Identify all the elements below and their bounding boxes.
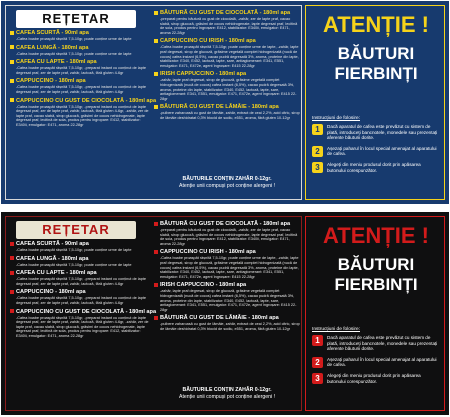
step-number: 1 xyxy=(312,335,323,346)
warning-title: ATENȚIE ! xyxy=(323,223,429,248)
sugar-title: BĂUTURILE CONȚIN ZAHĂR 0-12gr. xyxy=(182,176,272,182)
warning-title: ATENȚIE ! xyxy=(323,12,429,37)
list-item: BĂUTURĂ CU GUST DE CIOCOLATĂ - 180ml apa -preparat pentru băutură cu gust de ciocolată, -zahăr, zer de lapte praf, cacao slabă, sirop glucoză, grăsimi de cocos nehidrogenate, lapte degresat praf, lecitină de soia, produs pentru îngroșare: E412, stabilizator: E340ii, emulgator: E471, aroma 22-28gr xyxy=(154,221,300,246)
instructions-heading: Instrucțiuni de folosire: xyxy=(312,327,360,332)
allergen-note: Atenție unii compuși pot conține alergeni ! xyxy=(178,394,276,400)
list-item: BĂUTURĂ CU GUST DE LĂMÂIE - 180ml apa -pulbere zaharoasă cu gust de lămâie, zahăr, extract de ceai 2,2%, acid citric, sirop de lămâie deshidratat 0,3% biocid de sodiu, e551, aroma, fără gluten 10-12gr xyxy=(154,315,300,331)
sugar-note xyxy=(154,176,300,190)
bullet-icon xyxy=(10,79,14,83)
bullet-icon xyxy=(154,222,158,226)
list-item: IRISH CAPPUCCINO - 180ml apa -zahăr, lapte praf degresat, sirop de glucoză, grăsime vegetală complet hidrogenizată (nucă de cocos) cafea instant (6,5%), cacao pudră degresată 3%, aroma, proteine din lapte, stabilizator: E340, E452, lactoză, lapte, sare, antiaglomerant: E341, E551, emulgator: E471, E472e, agent îngroșare: E415 22-28gr xyxy=(154,71,300,101)
bullet-icon xyxy=(154,283,158,287)
step-number: 1 xyxy=(312,124,323,135)
instruction-step: 2 Așezați paharul în locul special amenajat al aparatului de cafea. xyxy=(312,146,440,157)
retetar-tag: REȚETAR xyxy=(16,221,136,239)
instruction-step: 1 Dacă aparatul de cafea este prevăzut cu sistem de plată, introduceți bancnotele, monedele sau prezentați aferente băuturii dorite. xyxy=(312,335,440,352)
step-number: 3 xyxy=(312,162,323,173)
instructions xyxy=(312,327,440,389)
list-item: CAFEA CU LAPTE - 180ml apa -Cafea boabe proaspăt râșnită 7,5-10gr, -preparat instant cu conținut de lapte degresat praf, zer de lapte praf, zahăr, lactoză, fără gluten 4-6gr xyxy=(10,270,150,286)
bullet-icon xyxy=(10,256,14,260)
recipe-box xyxy=(5,216,302,411)
retetar-tag: REȚETAR xyxy=(16,10,136,28)
hot-drinks-title: BĂUTURI FIERBINȚI xyxy=(334,255,418,294)
instructions-heading: Instrucțiuni de folosire: xyxy=(312,116,360,121)
step-number: 2 xyxy=(312,357,323,368)
list-item: CAPPUCCINO CU IRISH - 180ml apa -Cafea boabe proaspăt râșnită 7,5-10gr, poate conține urme de lapte, -zahăr, lapte praf degresat, sirop de glucoză, grăsime vegetală complet hidrogenizată (nucă de cocos) cafea instant (6,5%), cacao pudră degresată 3%, aroma, proteine din lapte, stabilizator: E340, E452, lactoză, lapte, sare, antiaglomerant: E341, E551, emulgator: E471, E472e, agent îngroșare: E415 22-28gr xyxy=(154,38,300,68)
warning-box xyxy=(305,5,445,200)
bullet-icon xyxy=(10,45,14,49)
allergen-note: Atenție unii compuși pot conține alergeni ! xyxy=(178,183,276,189)
instructions xyxy=(312,116,440,178)
bullet-icon xyxy=(10,98,14,102)
warning-box xyxy=(305,216,445,411)
instruction-step: 3 Alegeți din meniu produsul dorit prin apăsarea butonului corespunzător. xyxy=(312,373,440,384)
list-item: CAPPUCCINO CU IRISH - 180ml apa -Cafea boabe proaspăt râșnită 7,5-10gr, poate conține urme de lapte, -zahăr, lapte praf degresat, sirop de glucoză, grăsime vegetală complet hidrogenizată (nucă de cocos) cafea instant (6,5%), cacao pudră degresată 3%, aroma, proteine din lapte, stabilizator: E340, E452, lactoză, lapte, sare, antiaglomerant: E341, E551, emulgator: E471, E472e, agent îngroșare: E415 22-28gr xyxy=(154,249,300,279)
list-item: CAPPUCCINO - 180ml apa -Cafea boabe proaspăt râșnită 7,5-10gr, -preparat instant cu conținut de lapte degresat praf, zer de lapte praf, zahăr, lactoză, fără gluten 4-6gr xyxy=(10,78,150,94)
bullet-icon xyxy=(154,39,158,43)
recipe-panel-black xyxy=(1,212,449,415)
bullet-icon xyxy=(154,105,158,109)
recipe-box xyxy=(5,5,302,200)
bullet-icon xyxy=(154,72,158,76)
bullet-icon xyxy=(10,242,14,246)
bullet-icon xyxy=(154,316,158,320)
list-item: CAPPUCCINO CU GUST DE CIOCOLATĂ - 180ml apa -Cafea boabe proaspăt râșnită 7,5-10gr, -preparat instant cu conținut de lapte degresat praf, zer de lapte praf, zahăr, lactoză, fără gluten 4-6gr, -zahăr, zer de lapte praf, cacao slabă, sirop glucoză, grăsimi de cocos nehidrogenate, lapte degresat praf, lecitină de soia, produs pentru ingropare: E412, stabilizator: E340ii, emulgator: E471, aroma 22-28gr xyxy=(10,309,150,339)
list-item: IRISH CAPPUCCINO - 180ml apa -zahăr, lapte praf degresat, sirop de glucoză, grăsime vegetală complet hidrogenizată (nucă de cocos) cafea instant (6,5%), cacao pudră degresată 3%, aroma, proteine din lapte, stabilizator: E340, E452, lactoză, lapte, sare, antiaglomerant: E341, E551, emulgator: E471, E472e, agent îngroșare: E415 22-28gr xyxy=(154,282,300,312)
bullet-icon xyxy=(10,60,14,64)
left-column xyxy=(10,30,157,131)
list-item: CAFEA LUNGĂ - 180ml apa -Cafea boabe proaspăt râșnită 7,5-10gr, poate conține urme de lapte xyxy=(10,45,150,57)
list-item: CAFEA CU LAPTE - 180ml apa -Cafea boabe proaspăt râșnită 7,5-10gr, -preparat instant cu conținut de lapte degresat praf, zer de lapte praf, zahăr, lactoză, fără gluten 4-6gr xyxy=(10,59,150,75)
bullet-icon xyxy=(10,271,14,275)
sugar-note xyxy=(154,387,300,401)
instruction-step: 2 Așezați paharul în locul special amenajat al aparatului de cafea. xyxy=(312,357,440,368)
bullet-icon xyxy=(154,250,158,254)
instruction-step: 3 Alegeți din meniu produsul dorit prin apăsarea butonului corespunzător. xyxy=(312,162,440,173)
list-item: BĂUTURĂ CU GUST DE CIOCOLATĂ - 180ml apa -preparat pentru băutură cu gust de ciocolată, -zahăr, zer de lapte praf, cacao slabă, sirop glucoză, grăsimi de cocos nehidrogenate, lapte degresat praf, lecitină de soia, produs pentru îngroșare: E412, stabilizator: E340ii, emulgator: E471, aroma 22-28gr xyxy=(154,10,300,35)
bullet-icon xyxy=(10,31,14,35)
list-item: CAFEA LUNGĂ - 180ml apa -Cafea boabe proaspăt râșnită 7,5-10gr, poate conține urme de lapte xyxy=(10,256,150,268)
list-item: CAFEA SCURTĂ - 90ml apa -Cafea boabe proaspăt râșnită 7,5-10gr, poate conține urme de lapte xyxy=(10,30,150,42)
recipe-panel-blue xyxy=(1,1,449,204)
bullet-icon xyxy=(154,11,158,15)
bullet-icon xyxy=(10,290,14,294)
right-column xyxy=(154,221,300,335)
bullet-icon xyxy=(10,309,14,313)
step-number: 2 xyxy=(312,146,323,157)
instruction-step: 1 Dacă aparatul de cafea este prevăzut cu sistem de plată, introduceți bancnotele, monedele sau prezentați aferente băuturii dorite. xyxy=(312,124,440,141)
list-item: BĂUTURĂ CU GUST DE LĂMÂIE - 180ml apa -pulbere zaharoasă cu gust de lămâie, zahăr, extract de ceai 2,2%, acid citric, sirop de lămâie deshidratat 0,3% biocid de sodiu, e551, aroma, fără gluten 10-12gr xyxy=(154,104,300,120)
list-item: CAFEA SCURTĂ - 90ml apa -Cafea boabe proaspăt râșnită 7,5-10gr, poate conține urme de lapte xyxy=(10,241,150,253)
step-number: 3 xyxy=(312,373,323,384)
sugar-title: BĂUTURILE CONȚIN ZAHĂR 0-12gr. xyxy=(182,387,272,393)
right-column xyxy=(154,10,300,124)
left-column xyxy=(10,241,157,342)
list-item: CAPPUCCINO - 180ml apa -Cafea boabe proaspăt râșnită 7,5-10gr, -preparat instant cu conținut de lapte degresat praf, zer de lapte praf, zahăr, lactoză, fără gluten 4-6gr xyxy=(10,289,150,305)
list-item: CAPPUCCINO CU GUST DE CIOCOLATĂ - 180ml apa -Cafea boabe proaspăt râșnită 7,5-10gr, -preparat instant cu conținut de lapte degresat praf, zer de lapte praf, zahăr, lactoză, fără gluten 4-6gr, -zahăr, zer de lapte praf, cacao slabă, sirop glucoză, grăsimi de cocos nehidrogenate, lapte degresat praf, lecitină de soia, produs pentru ingropare: E412, stabilizator: E340ii, emulgator: E471, aroma 22-28gr xyxy=(10,98,150,128)
hot-drinks-title: BĂUTURI FIERBINȚI xyxy=(334,44,418,83)
